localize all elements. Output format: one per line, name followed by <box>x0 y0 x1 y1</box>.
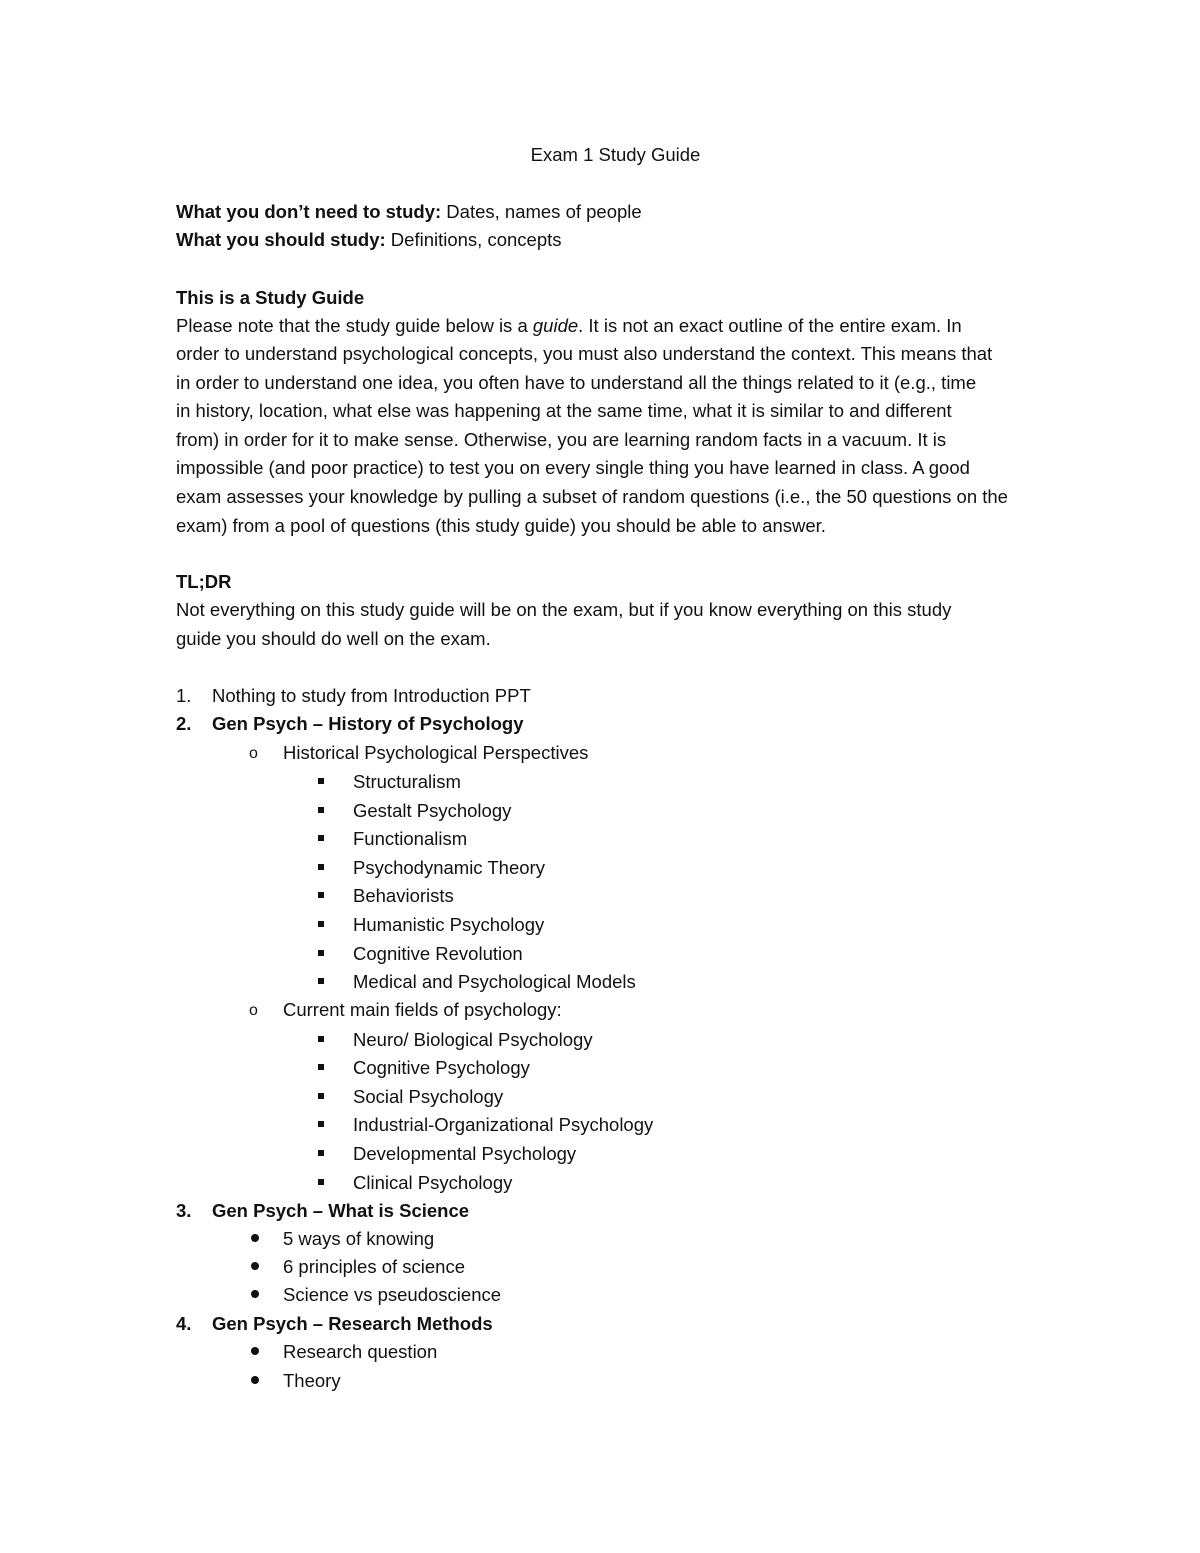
study-guide-heading: This is a Study Guide <box>176 287 365 308</box>
dont-study-line <box>176 203 642 222</box>
outline-item-3: Gen Psych – What is Science <box>212 1200 470 1221</box>
study-guide-paragraph-line <box>176 317 962 336</box>
square-bullet-icon <box>318 778 324 784</box>
bullet-dot-icon <box>251 1376 259 1384</box>
outline-item-2: Gen Psych – History of Psychology <box>212 713 524 734</box>
bullet-dot-icon <box>251 1262 259 1270</box>
outline-number: 2. <box>176 713 192 734</box>
list-item: Industrial-Organizational Psychology <box>353 1114 654 1135</box>
square-bullet-icon <box>318 1150 324 1156</box>
list-item: Cognitive Psychology <box>353 1057 530 1078</box>
square-bullet-icon <box>318 1179 324 1185</box>
outline-item-4: Gen Psych – Research Methods <box>212 1313 493 1334</box>
square-bullet-icon <box>318 835 324 841</box>
square-bullet-icon <box>318 978 324 984</box>
list-item: Structuralism <box>353 771 461 792</box>
study-guide-paragraph-line: order to understand psychological concepts, you must also understand the context. This means that <box>176 343 993 364</box>
tldr-line: guide you should do well on the exam. <box>176 628 491 649</box>
list-item: Social Psychology <box>353 1086 504 1107</box>
outline-number: 1. <box>176 685 192 706</box>
list-item: Humanistic Psychology <box>353 914 545 935</box>
list-item: 5 ways of knowing <box>283 1228 435 1249</box>
dont-study-label: What you don’t need to study: <box>176 201 442 222</box>
list-item: Medical and Psychological Models <box>353 971 636 992</box>
square-bullet-icon <box>318 864 324 870</box>
study-guide-paragraph-line: exam) from a pool of questions (this study guide) you should be able to answer. <box>176 515 826 536</box>
list-item: Functionalism <box>353 828 468 849</box>
square-bullet-icon <box>318 950 324 956</box>
study-guide-paragraph-line: exam assesses your knowledge by pulling a subset of random questions (i.e., the 50 questions on the <box>176 486 1008 507</box>
list-item: Clinical Psychology <box>353 1172 513 1193</box>
list-item: Neuro/ Biological Psychology <box>353 1029 593 1050</box>
should-study-line <box>176 231 562 250</box>
circle-bullet-icon: o <box>249 745 258 762</box>
outline-number: 4. <box>176 1313 192 1334</box>
square-bullet-icon <box>318 892 324 898</box>
list-item: Developmental Psychology <box>353 1143 577 1164</box>
sub-heading-fields: Current main fields of psychology: <box>283 999 562 1020</box>
study-guide-paragraph-line: from) in order for it to make sense. Otherwise, you are learning random facts in a vacuum. It is <box>176 429 947 450</box>
page-title: Exam 1 Study Guide <box>530 144 701 165</box>
list-item: Science vs pseudoscience <box>283 1284 502 1305</box>
paragraph-text: . It is not an exact outline of the entire exam. In <box>578 315 962 336</box>
paragraph-text: Please note that the study guide below is a <box>176 315 533 336</box>
should-study-value: Definitions, concepts <box>385 229 562 250</box>
should-study-label: What you should study: <box>176 229 386 250</box>
circle-bullet-icon: o <box>249 1002 258 1019</box>
study-guide-paragraph-line: in history, location, what else was happening at the same time, what it is similar to and different <box>176 400 952 421</box>
list-item: 6 principles of science <box>283 1256 466 1277</box>
outline-number: 3. <box>176 1200 192 1221</box>
square-bullet-icon <box>318 1121 324 1127</box>
bullet-dot-icon <box>251 1290 259 1298</box>
tldr-line: Not everything on this study guide will be on the exam, but if you know everything on this study <box>176 599 952 620</box>
study-guide-paragraph-line: impossible (and poor practice) to test you on every single thing you have learned in class. A good <box>176 457 970 478</box>
list-item: Psychodynamic Theory <box>353 857 545 878</box>
tldr-heading: TL;DR <box>176 571 232 592</box>
list-item: Cognitive Revolution <box>353 943 523 964</box>
list-item: Theory <box>283 1370 341 1391</box>
study-guide-paragraph-line: in order to understand one idea, you often have to understand all the things related to it (e.g., time <box>176 372 977 393</box>
paragraph-emphasis: guide <box>532 315 579 336</box>
list-item: Gestalt Psychology <box>353 800 512 821</box>
square-bullet-icon <box>318 807 324 813</box>
bullet-dot-icon <box>251 1347 259 1355</box>
bullet-dot-icon <box>251 1234 259 1242</box>
square-bullet-icon <box>318 1064 324 1070</box>
square-bullet-icon <box>318 1093 324 1099</box>
list-item: Research question <box>283 1341 438 1362</box>
square-bullet-icon <box>318 1036 324 1042</box>
list-item: Behaviorists <box>353 885 454 906</box>
square-bullet-icon <box>318 921 324 927</box>
dont-study-value: Dates, names of people <box>441 201 642 222</box>
outline-item-1: Nothing to study from Introduction PPT <box>212 685 531 706</box>
sub-heading-historical: Historical Psychological Perspectives <box>283 742 589 763</box>
